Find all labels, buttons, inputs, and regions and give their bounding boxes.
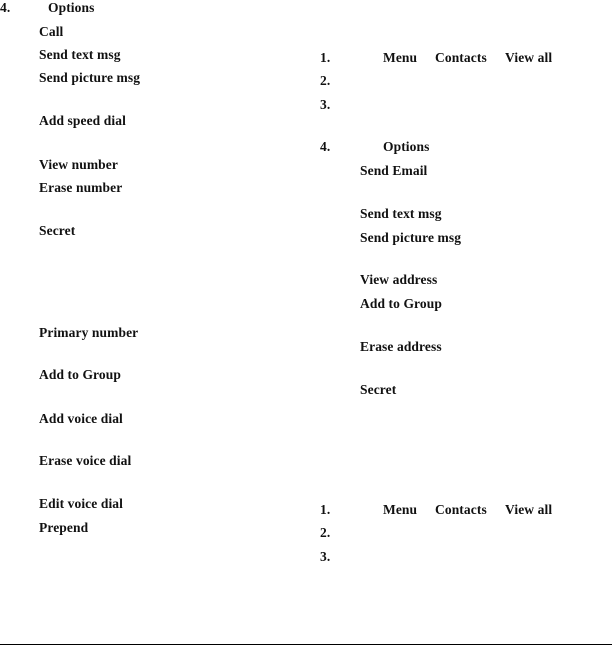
left-item-secret: Secret [39, 223, 76, 238]
right-item-erase-address: Erase address [360, 339, 442, 354]
footer-divider [0, 644, 612, 645]
left-item-add-voice-dial: Add voice dial [39, 411, 123, 426]
left-item-view-number: View number [39, 157, 118, 172]
left-item-send-text-msg: Send text msg [39, 47, 121, 62]
right-s1-step3-number: 3. [320, 97, 331, 112]
left-item-primary-number: Primary number [39, 325, 139, 340]
right-item-add-to-group: Add to Group [360, 296, 442, 311]
right-s2-step3-number: 3. [320, 549, 331, 564]
right-item-send-text-msg: Send text msg [360, 206, 442, 221]
right-item-send-picture-msg: Send picture msg [360, 230, 462, 245]
left-item-erase-number: Erase number [39, 180, 123, 195]
left-item-add-speed-dial: Add speed dial [39, 113, 126, 128]
left-item-send-picture-msg: Send picture msg [39, 70, 141, 85]
right-s1-step1-menu: Menu [383, 50, 418, 65]
right-s1-step1-number: 1. [320, 50, 331, 65]
right-s1-step1-view-all: View all [505, 50, 553, 65]
right-s2-step1-number: 1. [320, 502, 331, 517]
left-item-prepend: Prepend [39, 520, 89, 535]
right-s2-step2-number: 2. [320, 525, 331, 540]
left-item-erase-voice-dial: Erase voice dial [39, 453, 132, 468]
right-item-view-address: View address [360, 272, 438, 287]
right-s2-step1-menu: Menu [383, 502, 418, 517]
left-item-edit-voice-dial: Edit voice dial [39, 496, 124, 511]
left-step4-options-label: Options [48, 0, 95, 15]
right-s2-step1-view-all: View all [505, 502, 553, 517]
right-s2-step1-contacts: Contacts [435, 502, 487, 517]
right-item-secret: Secret [360, 382, 397, 397]
right-s1-step4-options-label: Options [383, 139, 430, 154]
left-step4-number: 4. [0, 0, 11, 15]
right-item-send-email: Send Email [360, 163, 428, 178]
left-item-call: Call [39, 24, 64, 39]
left-item-add-to-group: Add to Group [39, 367, 121, 382]
right-s1-step1-contacts: Contacts [435, 50, 487, 65]
right-s1-step4-number: 4. [320, 139, 331, 154]
right-s1-step2-number: 2. [320, 73, 331, 88]
